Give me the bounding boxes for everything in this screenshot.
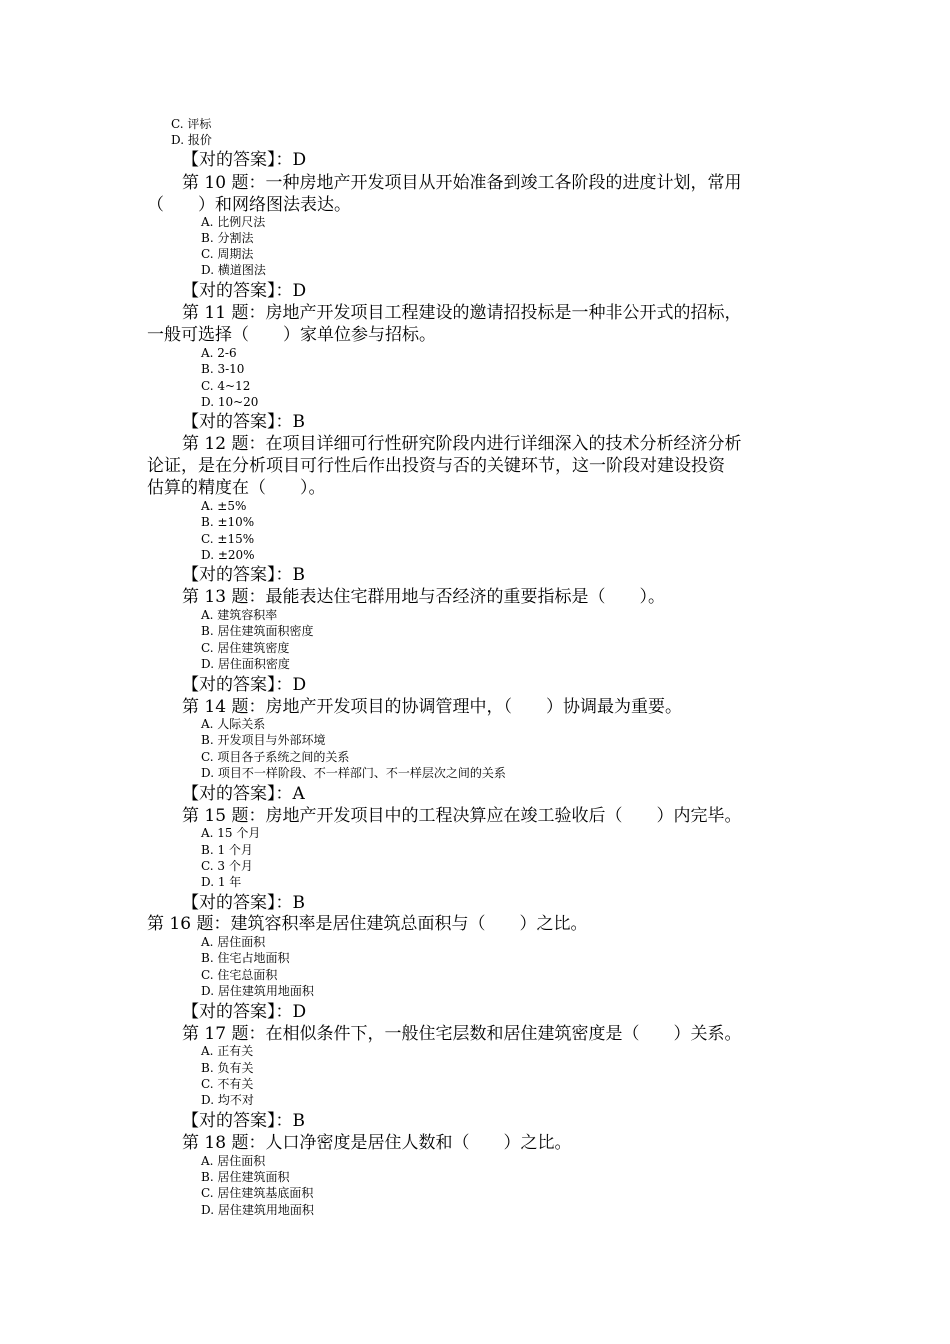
option-line: C. 3 个月 (201, 859, 253, 873)
question-text: 第 14 题：房地产开发项目的协调管理中，（ ）协调最为重要。 (182, 697, 682, 717)
option-line: A. 正有关 (201, 1044, 254, 1058)
option-line: C. ±15% (201, 532, 255, 546)
option-line: D. 均不对 (201, 1093, 254, 1107)
question-text: 第 10 题：一种房地产开发项目从开始准备到竣工各阶段的进度计划，常用 (182, 173, 742, 193)
answer-line: 【对的答案】：D (182, 150, 307, 170)
question-text: 估算的精度在（ ）。 (147, 478, 326, 498)
question-text: 第 12 题：在项目详细可行性研究阶段内进行详细深入的技术分析经济分析 (182, 434, 742, 454)
option-line: A. 2-6 (201, 346, 237, 360)
answer-line: 【对的答案】：B (182, 565, 305, 585)
question-text: 论证，是在分析项目可行性后作出投资与否的关键环节，这一阶段对建设投资 (147, 456, 725, 476)
question-text: （ ）和网络图法表达。 (147, 195, 351, 215)
option-line: B. ±10% (201, 515, 255, 529)
answer-line: 【对的答案】：A (182, 784, 305, 804)
answer-line: 【对的答案】：B (182, 1111, 305, 1131)
option-line: D. 10~20 (201, 395, 259, 409)
option-line: B. 居住建筑面积 (201, 1170, 290, 1184)
option-line: D. 报价 (171, 133, 212, 147)
option-line: D. 横道图法 (201, 263, 266, 277)
option-line: B. 3-10 (201, 362, 245, 376)
option-line: A. ±5% (201, 499, 247, 513)
option-line: A. 居住面积 (201, 1154, 266, 1168)
question-text: 第 11 题：房地产开发项目工程建设的邀请招投标是一种非公开式的招标， (182, 303, 742, 323)
option-line: A. 15 个月 (201, 826, 261, 840)
question-text: 第 15 题：房地产开发项目中的工程决算应在竣工验收后（ ）内完毕。 (182, 806, 742, 826)
option-line: A. 建筑容积率 (201, 608, 278, 622)
option-line: C. 住宅总面积 (201, 968, 278, 982)
option-line: B. 负有关 (201, 1061, 254, 1075)
question-text: 第 13 题：最能表达住宅群用地与否经济的重要指标是（ ）。 (182, 587, 665, 607)
option-line: A. 比例尺法 (201, 215, 266, 229)
option-line: D. 项目不一样阶段、不一样部门、不一样层次之间的关系 (201, 766, 506, 780)
option-line: C. 不有关 (201, 1077, 254, 1091)
option-line: B. 住宅占地面积 (201, 951, 290, 965)
option-line: C. 评标 (171, 117, 212, 131)
option-line: C. 4~12 (201, 379, 251, 393)
answer-line: 【对的答案】：D (182, 675, 307, 695)
option-line: C. 居住建筑密度 (201, 641, 290, 655)
answer-line: 【对的答案】：D (182, 1002, 307, 1022)
question-text: 第 17 题：在相似条件下，一般住宅层数和居住建筑密度是（ ）关系。 (182, 1024, 742, 1044)
question-text: 第 18 题：人口净密度是居住人数和（ ）之比。 (182, 1133, 572, 1153)
question-text: 第 16 题：建筑容积率是居住建筑总面积与（ ）之比。 (147, 914, 588, 934)
option-line: B. 开发项目与外部环境 (201, 733, 326, 747)
option-line: D. 居住面积密度 (201, 657, 290, 671)
option-line: D. 居住建筑用地面积 (201, 1203, 314, 1217)
answer-line: 【对的答案】：B (182, 893, 305, 913)
option-line: B. 分割法 (201, 231, 254, 245)
question-text: 一般可选择（ ）家单位参与招标。 (147, 325, 436, 345)
answer-line: 【对的答案】：B (182, 412, 305, 432)
option-line: D. ±20% (201, 548, 255, 562)
option-line: C. 居住建筑基底面积 (201, 1186, 314, 1200)
option-line: D. 1 年 (201, 875, 242, 889)
option-line: C. 周期法 (201, 247, 254, 261)
option-line: B. 居住建筑面积密度 (201, 624, 314, 638)
option-line: A. 居住面积 (201, 935, 266, 949)
answer-line: 【对的答案】：D (182, 281, 307, 301)
option-line: A. 人际关系 (201, 717, 266, 731)
option-line: B. 1 个月 (201, 843, 253, 857)
option-line: D. 居住建筑用地面积 (201, 984, 314, 998)
option-line: C. 项目各子系统之间的关系 (201, 750, 350, 764)
